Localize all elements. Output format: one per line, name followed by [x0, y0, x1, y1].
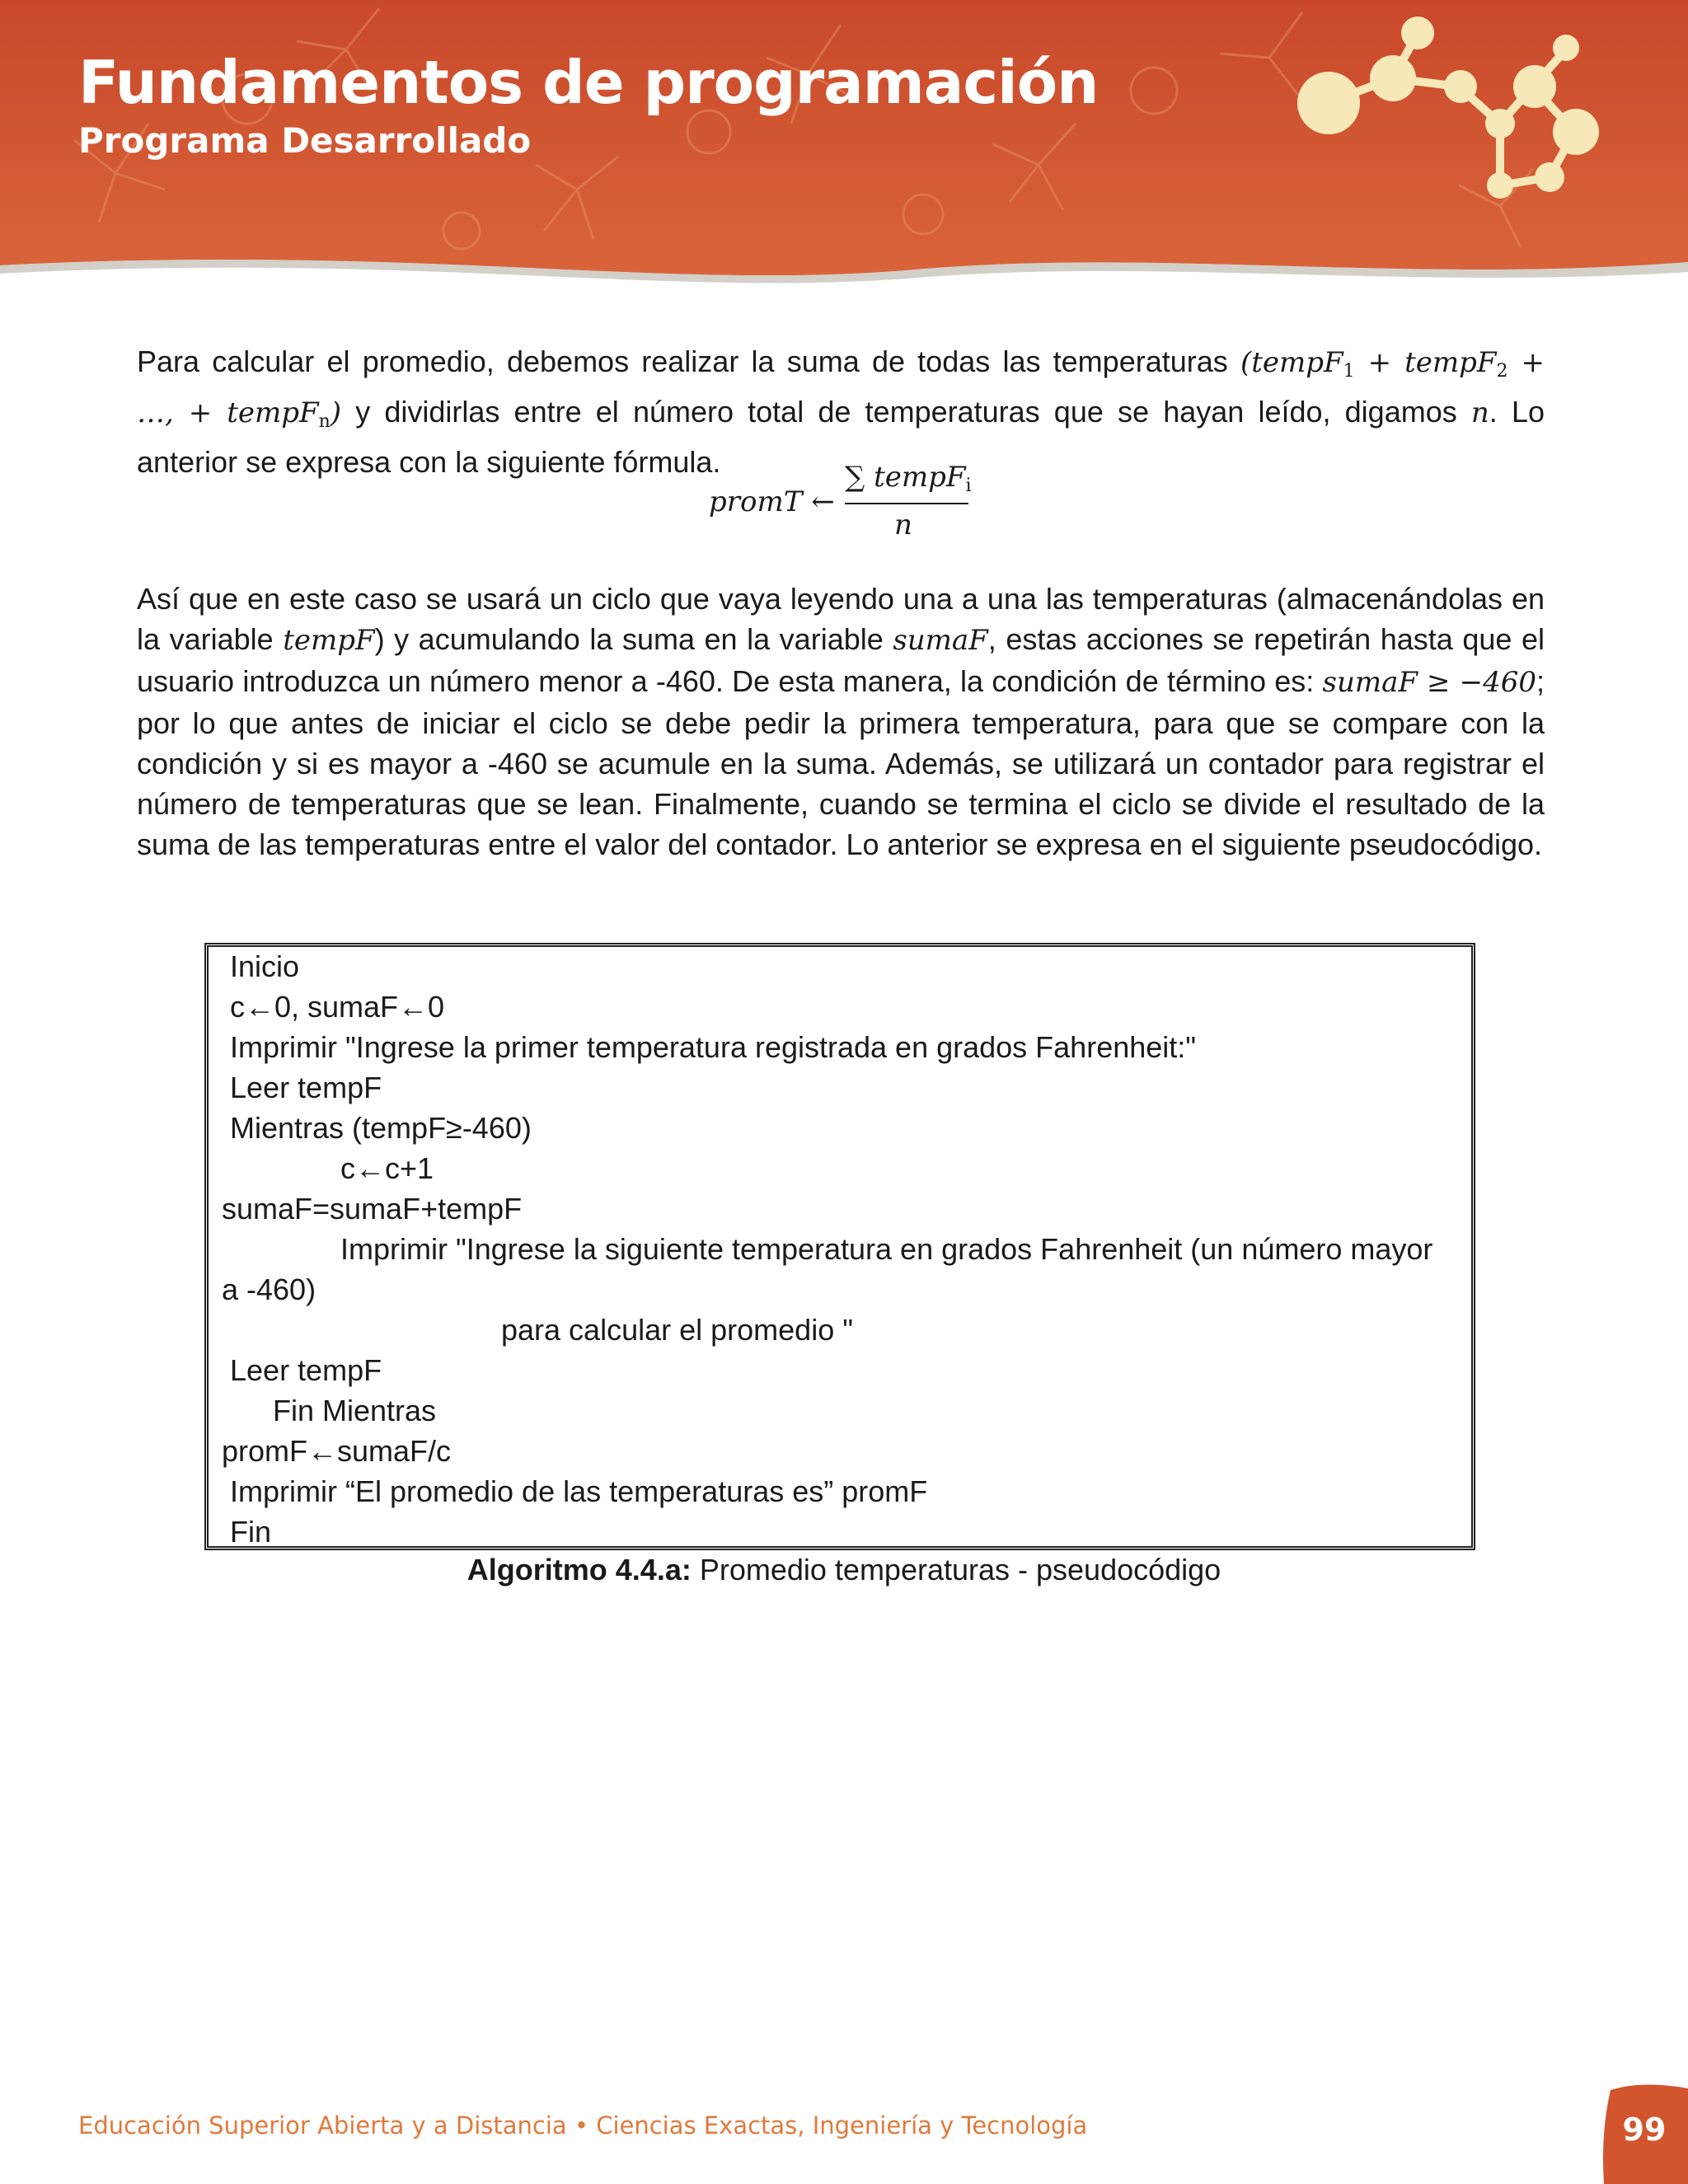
- math-variable: tempF: [283, 624, 375, 657]
- formula-lhs: promT ←: [709, 485, 835, 518]
- code-line: c←c+1: [340, 1151, 434, 1185]
- intro-text: y dividirlas entre el número total de temperaturas que se hayan leído, digamos: [341, 395, 1471, 429]
- code-line: Imprimir “El promedio de las temperaturas es” promF: [230, 1474, 928, 1508]
- page-number: 99: [1622, 2111, 1667, 2148]
- math-subscript: 1: [1343, 361, 1355, 382]
- formula-sum: ∑ tempF: [845, 461, 966, 494]
- math-condition: sumaF ≥ −460: [1322, 666, 1536, 699]
- math-subscript: 2: [1496, 361, 1508, 382]
- header-banner: [0, 0, 1688, 297]
- math-subscript: n: [318, 411, 331, 432]
- code-line: Inicio: [230, 949, 300, 983]
- caption-text: Promedio temperaturas - pseudocódigo: [691, 1553, 1221, 1586]
- paragraph-explanation: [137, 579, 1545, 865]
- math-variable: n: [1470, 396, 1489, 429]
- caption-label: Algoritmo 4.4.a:: [467, 1553, 692, 1586]
- fraction-bar: [845, 503, 968, 504]
- formula-denominator: n: [894, 509, 912, 541]
- algorithm-caption: [0, 1553, 1688, 1587]
- footer-text: Educación Superior Abierta y a Distancia • Ciencias Exactas, Ingeniería y Tecnología: [78, 2111, 1088, 2139]
- paragraph-intro-line3: anterior se expresa con la siguiente fórmula.: [137, 445, 721, 479]
- code-line: Imprimir "Ingrese la siguiente temperatura en grados Fahrenheit (un número mayor: [340, 1232, 1433, 1266]
- math-variable: sumaF: [893, 624, 988, 657]
- page-subtitle: Programa Desarrollado: [78, 120, 532, 161]
- formula-average: [709, 457, 981, 548]
- code-line: c←0, sumaF←0: [230, 990, 445, 1024]
- sum-expression-end: [137, 396, 342, 432]
- sum-expression: [1240, 346, 1545, 382]
- explanation-text: ; por lo que antes de iniciar el ciclo se debe pedir la primera temperatura, para que se compare con la condición y si es mayor a -460 se acumule en la suma. Además, se utilizará un contador para registrar el número de temperaturas que se lean. Finalmente, cuando se termina el ciclo se divide el resultado de la suma de las temperaturas entre el valor del contador. Lo anterior se expresa en el siguiente pseudocódigo.: [137, 664, 1545, 861]
- code-line: Leer tempF: [230, 1071, 382, 1104]
- paragraph-intro-line2: [137, 391, 1545, 442]
- code-line: Leer tempF: [230, 1353, 382, 1387]
- intro-text: Para calcular el promedio, debemos realizar la suma de todas las temperaturas: [137, 344, 1228, 378]
- explanation-text: Así que en este caso se usará un ciclo que vaya leyendo una a una las temperaturas (almacenándolas en la variable: [137, 582, 1545, 656]
- code-line: para calcular el promedio ": [501, 1313, 853, 1347]
- explanation-text: ) y acumulando la suma en la variable: [374, 622, 893, 656]
- explanation-text: , estas acciones se repetirán hasta que el usuario introduzca un número menor a -460. De esta manera, la condición de término es:: [137, 622, 1545, 698]
- math-term: + tempF: [1354, 346, 1497, 379]
- formula-numerator: [845, 461, 972, 496]
- code-line: a -460): [222, 1272, 316, 1306]
- code-line: Fin: [230, 1515, 272, 1549]
- math-operator: +: [1507, 346, 1545, 379]
- code-line: Fin Mientras: [273, 1394, 437, 1427]
- math-term: …, + tempF: [137, 396, 319, 429]
- math-term: (tempF: [1240, 346, 1343, 379]
- paragraph-intro-line1: [137, 341, 1545, 391]
- pseudocode-box: [204, 943, 1475, 1550]
- math-paren: ): [330, 396, 342, 429]
- page-title: Fundamentos de programación: [78, 48, 1099, 117]
- code-line: sumaF=sumaF+tempF: [222, 1192, 523, 1226]
- code-line: Mientras (tempF≥-460): [230, 1111, 532, 1145]
- code-line: Imprimir "Ingrese la primer temperatura registrada en grados Fahrenheit:": [230, 1030, 1197, 1064]
- formula-subscript: i: [965, 476, 972, 496]
- intro-text: . Lo: [1489, 395, 1545, 429]
- code-line: promF←sumaF/c: [222, 1434, 452, 1468]
